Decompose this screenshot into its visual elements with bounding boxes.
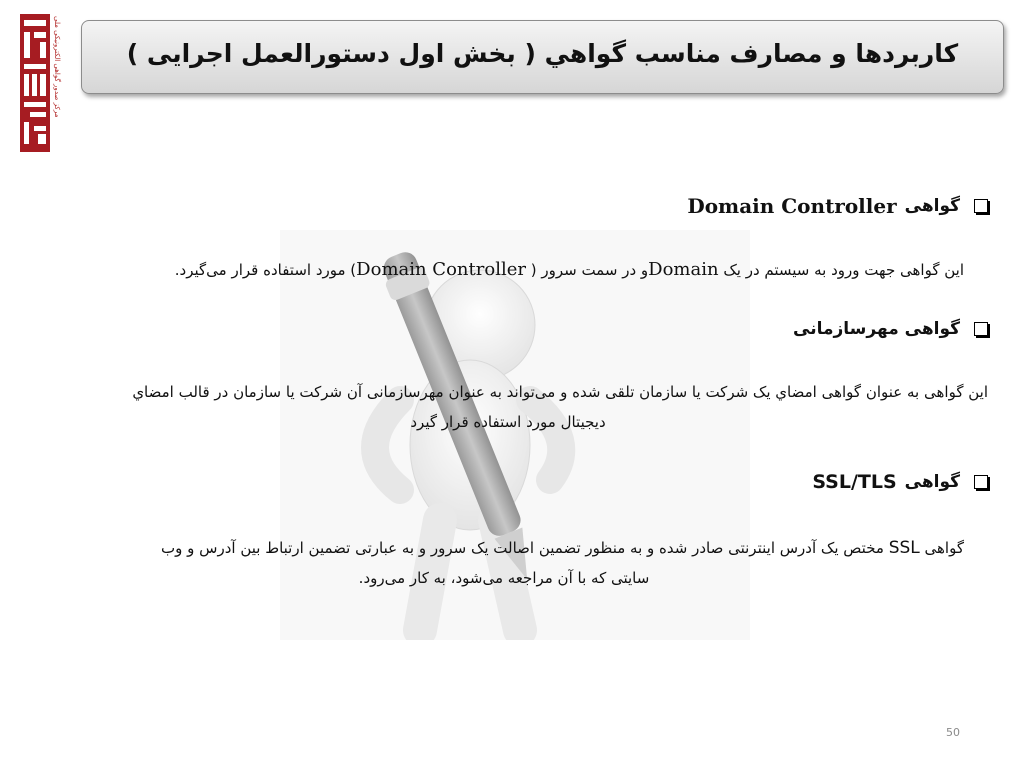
text-segment: و در سمت سرور ( (525, 261, 649, 279)
latin-term: Domain Controller (356, 259, 526, 280)
slide-title: کاربردها و مصارف مناسب گواهي ( بخش اول دستورالعمل اجرايی ) (126, 39, 959, 68)
bullet-ssl-tls (812, 471, 988, 493)
logo-tagline: مرکز صدور گواهی الکترونیکی ملی (53, 16, 61, 118)
bullet-latin-term: SSL/TLS (812, 471, 897, 493)
bullet-latin-term: Domain Controller (687, 194, 897, 218)
text-segment: این گواهی جهت ورود به سیستم در یک (718, 261, 964, 279)
bullet-label: گواهی (904, 472, 960, 492)
page-number: 50 (946, 726, 960, 739)
text-segment: مختص یک آدرس اینترنتی صادر شده و به منظور تضمین اصالت یک سرور و به عبارتی تضمین ارتباط بین آدرس و وب (161, 539, 889, 557)
text-segment: گواهی (919, 539, 964, 557)
checkbox-bullet-icon (974, 475, 988, 489)
logo-mark-icon (20, 14, 50, 152)
checkbox-bullet-icon (974, 199, 988, 213)
bullet-organizational-seal (793, 319, 988, 339)
text-line: سایتی که با آن مراجعه می‌شود، به کار می‌رود. (358, 569, 650, 587)
text-line: دیجیتال مورد استفاده قرار گیرد (410, 413, 606, 431)
bullet-domain-controller (687, 194, 988, 218)
text-line: این گواهی به عنوان گواهی امضاي یک شرکت یا سازمان تلقی شده و می‌تواند به عنوان مهرسازمانی آن شرکت یا سازمان در قالب امضاي (132, 383, 988, 401)
title-bar (81, 20, 1004, 94)
bullet-label: گواهی (904, 196, 960, 216)
paragraph-organizational-seal (28, 377, 988, 437)
latin-term: SSL (888, 538, 920, 558)
text-line (44, 533, 964, 563)
latin-term: Domain (648, 259, 719, 280)
bullet-label: گواهی مهرسازمانی (793, 319, 960, 339)
checkbox-bullet-icon (974, 322, 988, 336)
paragraph-domain-controller (44, 255, 964, 285)
paragraph-ssl-tls (44, 533, 964, 593)
text-segment: ) مورد استفاده قرار می‌گیرد. (174, 261, 357, 279)
